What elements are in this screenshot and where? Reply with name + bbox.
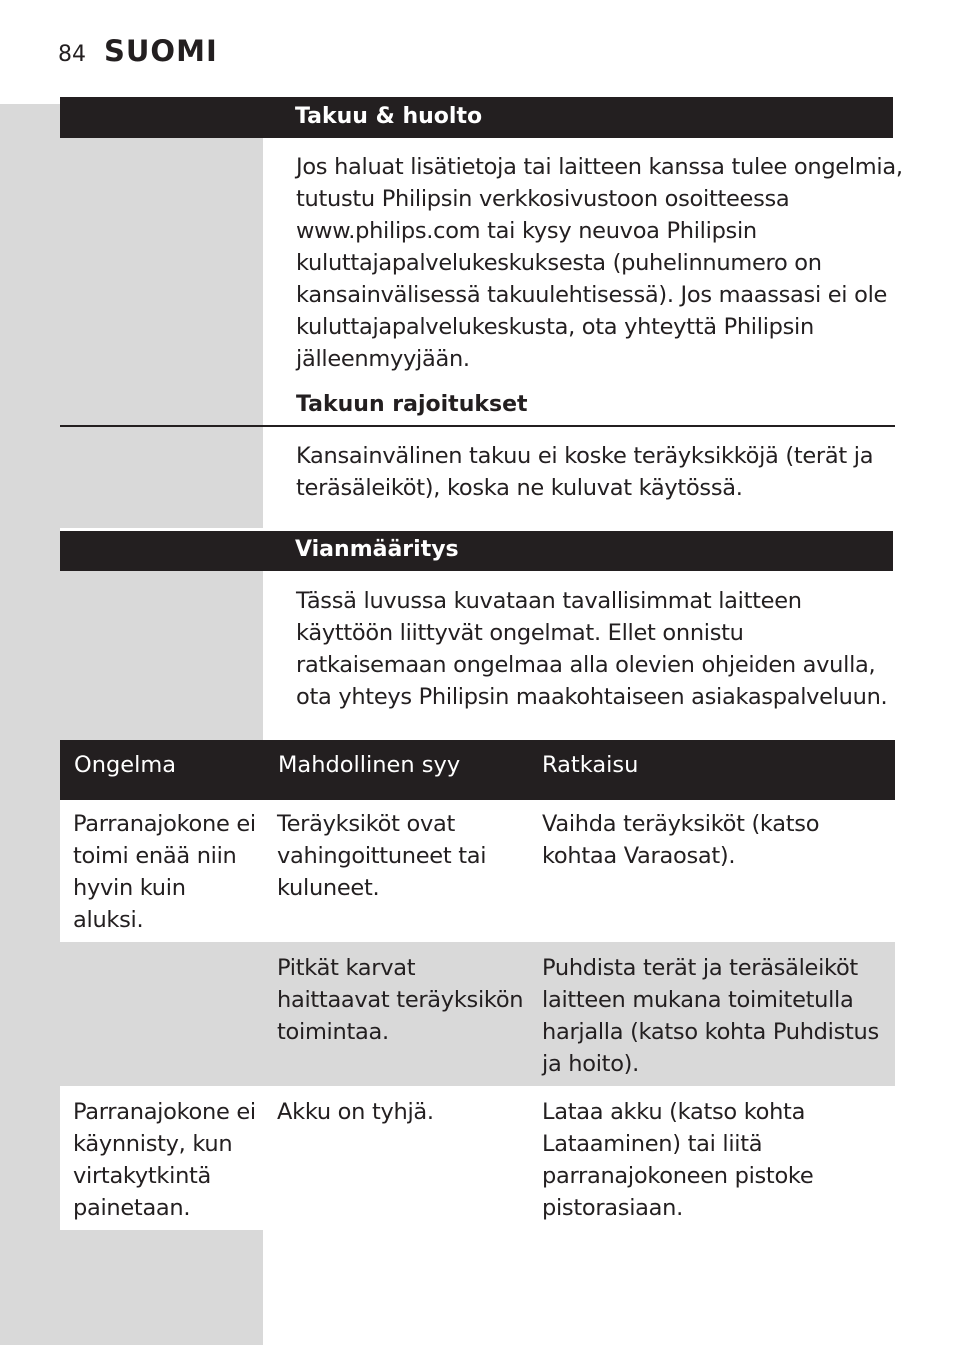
cell-solution: Vaihda teräyksiköt (katso kohtaa Varaosat). bbox=[542, 811, 820, 869]
page-number: 84 bbox=[58, 42, 86, 67]
section-title-troubleshooting: Vianmääritys bbox=[295, 537, 459, 562]
section-divider bbox=[60, 425, 895, 427]
table-row bbox=[60, 800, 895, 942]
col-header-cause: Mahdollinen syy bbox=[278, 752, 461, 778]
section-title-warranty: Takuu & huolto bbox=[295, 104, 483, 129]
table-header bbox=[60, 740, 895, 800]
cell-solution: Lataa akku (katso kohta Lataaminen) tai liitä parranajokoneen pistoke pistorasiaan. bbox=[542, 1099, 814, 1221]
page-header bbox=[58, 34, 218, 68]
table-row bbox=[60, 1086, 895, 1230]
cell-cause: Akku on tyhjä. bbox=[277, 1099, 434, 1125]
cell-cause: Teräyksiköt ovat vahingoittuneet tai kuluneet. bbox=[277, 811, 487, 901]
warranty-restrictions-text: Kansainvälinen takuu ei koske teräyksikköjä (terät ja teräsäleiköt), koska ne kuluvat käytössä. bbox=[296, 443, 874, 501]
section-bar-troubleshooting bbox=[60, 531, 893, 571]
warranty-paragraph: Jos haluat lisätietoja tai laitteen kanssa tulee ongelmia, tutustu Philipsin verkkosivustoon osoitteessa www.philips.com tai kysy neuvoa Philipsin kuluttajapalvelukeskuksesta (puhelinnumero on kansainvälisessä takuulehtisessä). Jos maassasi ei ole kuluttajapalvelukeskusta, ota yhteyttä Philipsin jälleenmyyjään. bbox=[296, 154, 903, 372]
troubleshooting-intro: Tässä luvussa kuvataan tavallisimmat laitteen käyttöön liittyvät ongelmat. Ellet onnistu ratkaisemaan ongelmaa alla olevien ohjeiden avulla, ota yhteys Philipsin maakohtaiseen asiakaspalveluun. bbox=[296, 588, 888, 710]
section-bar-warranty bbox=[60, 97, 893, 138]
cell-problem: Parranajokone ei käynnisty, kun virtakytkintä painetaan. bbox=[73, 1099, 256, 1221]
philips-website-link[interactable]: www.philips.com bbox=[296, 218, 481, 244]
cell-solution: Puhdista terät ja teräsäleiköt laitteen mukana toimitetulla harjalla (katso kohta Puhdistus ja hoito). bbox=[542, 955, 879, 1077]
warranty-restrictions-heading: Takuun rajoitukset bbox=[296, 392, 528, 417]
col-header-problem: Ongelma bbox=[74, 752, 177, 778]
cell-cause: Pitkät karvat haittaavat teräyksikön toimintaa. bbox=[277, 955, 524, 1045]
cell-problem: Parranajokone ei toimi enää niin hyvin kuin aluksi. bbox=[73, 811, 256, 933]
language-title: SUOMI bbox=[104, 34, 218, 68]
col-header-solution: Ratkaisu bbox=[542, 752, 639, 778]
table-row bbox=[60, 942, 895, 1086]
